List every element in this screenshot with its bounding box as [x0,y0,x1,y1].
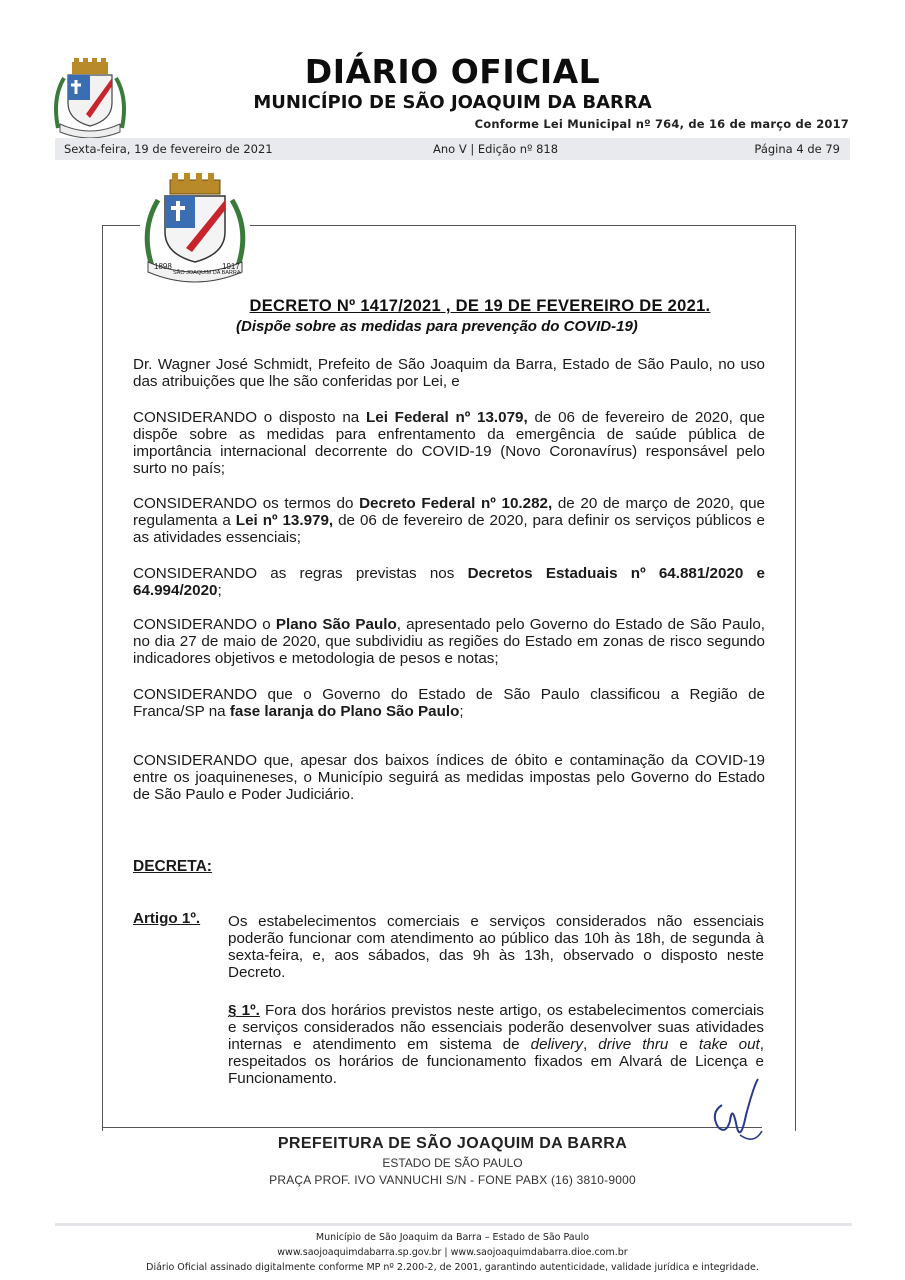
address-phone: PRAÇA PROF. IVO VANNUCHI S/N - FONE PABX (16) 3810-9000 [269,1173,636,1187]
footer-websites[interactable]: www.saojoaquimdabarra.sp.gov.br | www.saojoaquimdabarra.dioe.com.br [277,1247,628,1258]
intro-paragraph: Dr. Wagner José Schmidt, Prefeito de São Joaquim da Barra, Estado de São Paulo, no uso das atribuições que lhe são conferidas por Lei, e [133,356,765,390]
municipality-name: MUNICÍPIO DE SÃO JOAQUIM DA BARRA [253,92,652,113]
prefeitura-name: PREFEITURA DE SÃO JOAQUIM DA BARRA [277,1135,628,1152]
article-1-text: Os estabelecimentos comerciais e serviços considerados não essenciais poderão funcionar com atendimento ao público das 10h às 18h, de segunda à sexta-feira, e, aos sábados, das 9h às 13h, observado o disposto neste Decreto. [228,913,764,981]
paragraph-1: § 1º. Fora dos horários previstos neste artigo, os estabelecimentos comerciais e serviços considerados não essenciais poderão desenvolver suas atividades internas e atendimento em sistema de delivery, drive thru e take out, respeitados os horários de funcionamento fixados em Alvará de Licença e Funcionamento. [228,1002,764,1087]
footer-divider [55,1223,852,1226]
considering-5: CONSIDERANDO que o Governo do Estado de São Paulo classificou a Região de Franca/SP na fase laranja do Plano São Paulo; [133,686,765,720]
municipal-crest-large [140,170,250,286]
considering-6: CONSIDERANDO que, apesar dos baixos índices de óbito e contaminação da COVID-19 entre os joaquineneses, o Município seguirá as medidas impostas pelo Governo do Estado de São Paulo e Poder Judiciário. [133,752,765,803]
article-1-label: Artigo 1º. [133,910,201,927]
crest-year-left: 1898 [154,262,172,271]
considering-3: CONSIDERANDO as regras previstas nos Decretos Estaduais nº 64.881/2020 e 64.994/2020; [133,565,765,599]
considering-2: CONSIDERANDO os termos do Decreto Federal nº 10.282, de 20 de março de 2020, que regulamenta a Lei nº 13.979, de 06 de fevereiro de 2020, para definir os serviços públicos e as atividades essenciais; [133,495,766,546]
decree-title: DECRETO Nº 1417/2021 , DE 19 DE FEVEREIRO DE 2021. [249,297,711,315]
edition-number: Ano V | Edição nº 818 [433,142,559,156]
decreta-heading: DECRETA: [133,858,212,875]
edition-info-bar [55,138,850,160]
decree-subtitle: (Dispõe sobre as medidas para prevenção do COVID-19) [236,318,638,335]
considering-4: CONSIDERANDO o Plano São Paulo, apresentado pelo Governo do Estado de São Paulo, no dia 27 de maio de 2020, que subdividiu as regiões do Estado em zonas de risco segundo indicadores objetivos e metodologia de pesos e notas; [133,616,765,667]
legal-basis: Conforme Lei Municipal nº 764, de 16 de março de 2017 [474,117,849,131]
document-frame-bottom [102,1127,762,1128]
page-number: Página 4 de 79 [754,142,840,156]
crest-banner-text: SÃO JOAQUIM DA BARRA [173,270,241,276]
footer-signature-note: Diário Oficial assinado digitalmente conforme MP nº 2.200-2, de 2001, garantindo autenticidade, validade jurídica e integridade. [146,1262,759,1273]
footer-municipality: Município de São Joaquim da Barra – Estado de São Paulo [315,1232,590,1243]
crest-year-right: 1917 [222,262,240,271]
considering-1: CONSIDERANDO o disposto na Lei Federal nº 13.079, de 06 de fevereiro de 2020, que dispõe sobre as medidas para enfrentamento da emergência de saúde pública de importância internacional decorrente do COVID-19 (Novo Coronavírus) responsável pelo surto no país; [133,409,765,477]
state-name: ESTADO DE SÃO PAULO [382,1156,523,1170]
gazette-title: DIÁRIO OFICIAL [304,52,601,91]
publication-date: Sexta-feira, 19 de fevereiro de 2021 [64,142,273,156]
